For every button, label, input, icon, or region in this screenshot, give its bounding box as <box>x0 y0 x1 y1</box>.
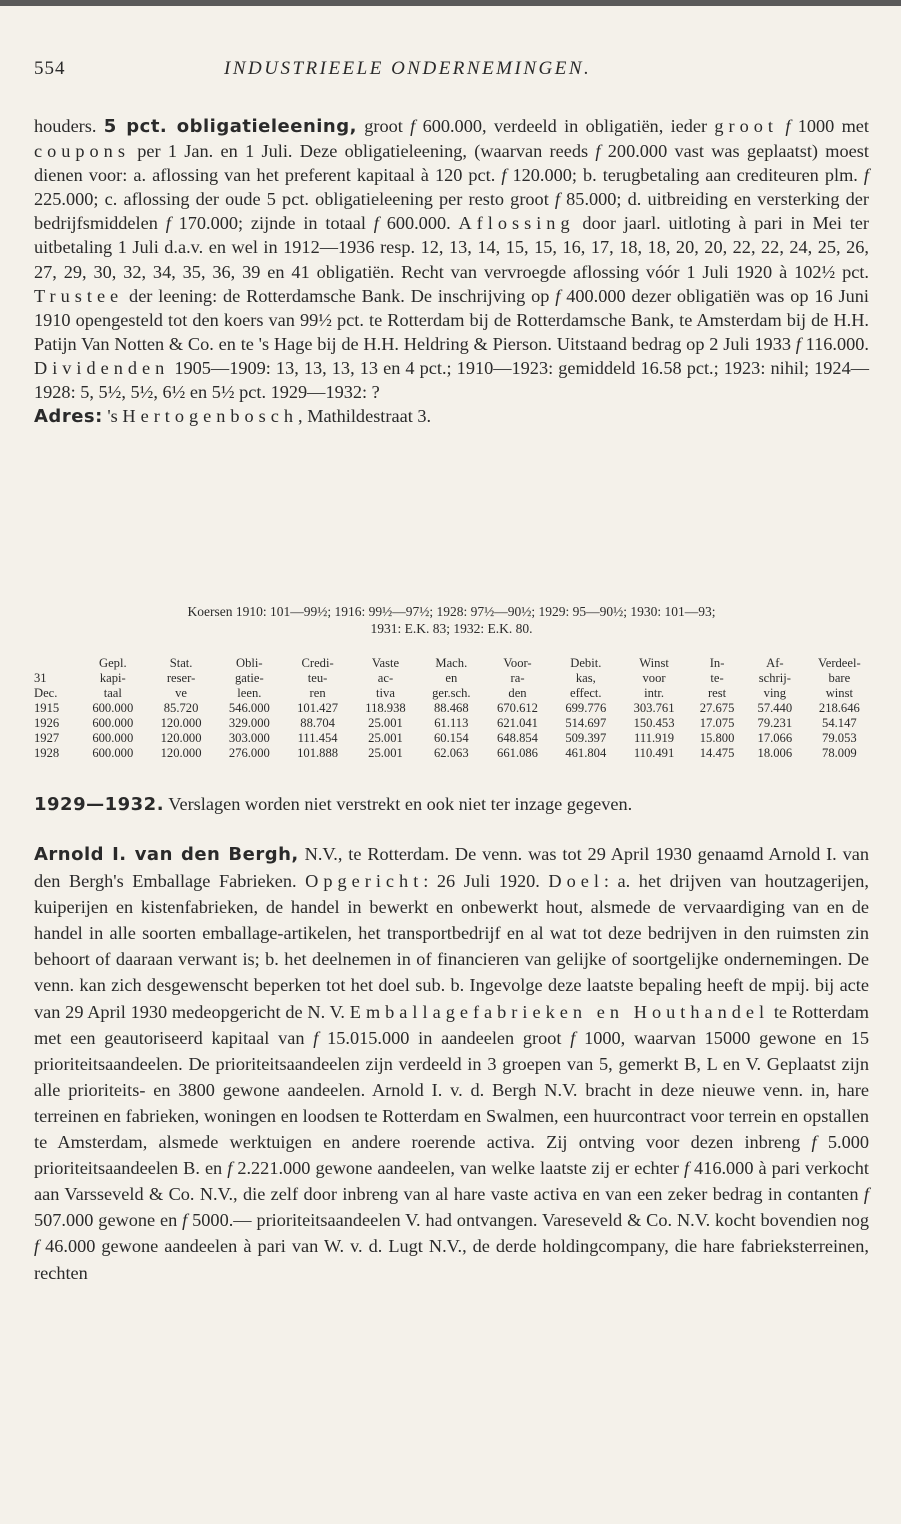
table-header-cell: kapi- <box>99 671 126 685</box>
table-cell: 60.154 <box>433 731 469 745</box>
table-cell: 150.453 <box>633 716 675 730</box>
table-header-cell: Af- <box>766 656 784 670</box>
page-header <box>34 58 874 90</box>
koersen-line: Koersen 1910: 101—99½; 1916: 99½—97½; 1928: 97½—90½; 1929: 95—90½; 1930: 101—93; 1931: E.K. 83; 1932: E.K. 80. <box>187 604 716 636</box>
table-cell: 62.063 <box>433 746 469 760</box>
table-cell: 110.491 <box>633 746 675 760</box>
table-header-cell: effect. <box>570 686 602 700</box>
table-cell: 218.646 <box>818 701 860 715</box>
table-header-row <box>30 656 875 671</box>
table-cell: 79.053 <box>822 731 857 745</box>
table-cell: 101.427 <box>297 701 339 715</box>
label-adres: Adres: <box>34 406 103 428</box>
table-cell: 101.888 <box>297 746 339 760</box>
table-cell: 120.000 <box>160 746 202 760</box>
table-header-cell: Dec. <box>34 686 58 700</box>
table-header-cell: Verdeel- <box>818 656 861 670</box>
table-year-cell: 1926 <box>34 716 60 730</box>
table-header-cell: Credi- <box>301 656 334 670</box>
table-header-cell: en <box>445 671 458 685</box>
table-cell: 25.001 <box>368 716 403 730</box>
table-cell: 600.000 <box>92 731 134 745</box>
table-header-cell: 31 <box>34 671 47 685</box>
table-row <box>30 731 875 746</box>
table-cell: 621.041 <box>497 716 538 730</box>
table-cell: 88.704 <box>300 716 335 730</box>
table-year-cell: 1927 <box>34 731 60 745</box>
table-cell: 118.938 <box>365 701 406 715</box>
table-year-cell: 1928 <box>34 746 60 760</box>
table-cell: 17.075 <box>699 716 735 730</box>
table-header-cell: ac- <box>377 671 394 685</box>
financial-table <box>30 656 875 761</box>
table-cell: 88.468 <box>433 701 469 715</box>
table-header-cell: ren <box>309 686 326 700</box>
table-header-cell: tiva <box>376 686 395 700</box>
table-header-cell: Voor- <box>503 656 532 670</box>
table-header-cell: taal <box>103 686 122 700</box>
table-header-cell: kas, <box>575 671 596 685</box>
table-header-cell: Obli- <box>236 656 263 670</box>
table-cell: 546.000 <box>228 701 270 715</box>
paragraph-obligatieleening: houders. 5 pct. obligatieleening, groot f 600.000, verdeeld in obligatiën, ieder groot f 1000 met coupons per 1 Jan. en 1 Juli. Deze obligatieleening, (waarvan reeds f 200.000 vast was geplaatst) moest dienen voor: a. aflossing van het preferent kapitaal à 120 pct. f 120.000; b. terugbetaling aan crediteuren plm. f 225.000; c. aflossing der oude 5 pct. obligatieleening per resto groot f 85.000; d. uitbreiding en versterking der bedrijfsmiddelen f 170.000; zijnde in totaal f 600.000. Aflossing door jaarl. uitloting à pari in Mei ter uitbetaling 1 Juli d.a.v. en wel in 1912—1936 resp. 12, 13, 14, 15, 15, 16, 17, 18, 18, 20, 20, 22, 22, 24, 25, 26, 27, 29, 30, 32, 34, 35, 36, 39 en 41 obligatiën. Recht van vervroegde aflossing vóór 1 Juli 1920 à 102½ pct. Trustee der leening: de Rotterdamsche Bank. De inschrijving op f 400.000 dezer obligatiën was op 16 Juni 1910 opengesteld tot den koers van 99½ pct. te Rotterdam bij de Rotterdamsche Bank, te Amsterdam bij de H.H. Patijn Van Notten & Co. en te 's Hage bij de H.H. Heldring & Pierson. Uitstaand bedrag op 2 Juli 1933 f 116.000. Dividenden 1905—1909: 13, 13, 13, 13 en 4 pct.; 1910—1923: gemiddeld 16.58 pct.; 1923: nihil; 1924—1928: 5, 5½, 5½, 6½ en 5½ pct. 1929—1932: ? Adres: 's Hertogenbosch, Mathildestraat 3. <box>34 116 870 428</box>
table-header-cell: den <box>508 686 527 700</box>
table-cell: 600.000 <box>92 701 134 715</box>
table-row <box>30 701 875 716</box>
table-header-cell: schrij- <box>758 671 791 685</box>
table-header-cell: Gepl. <box>98 656 127 670</box>
table-header-cell: bare <box>828 671 851 685</box>
table-header-cell: winst <box>825 686 853 700</box>
table-cell: 25.001 <box>368 731 403 745</box>
table-cell: 15.800 <box>699 731 735 745</box>
table-header-cell: rest <box>707 686 727 700</box>
table-header-cell: Winst <box>639 656 669 670</box>
table-cell: 461.804 <box>565 746 607 760</box>
table-cell: 61.113 <box>434 716 469 730</box>
table-year-cell: 1915 <box>34 701 60 715</box>
table-cell: 18.006 <box>757 746 793 760</box>
table-cell: 78.009 <box>822 746 857 760</box>
table-cell: 111.454 <box>297 731 338 745</box>
table-cell: 25.001 <box>368 746 403 760</box>
heading-arnold-van-den-bergh: Arnold I. van den Bergh, <box>34 844 299 865</box>
table-cell: 27.675 <box>699 701 735 715</box>
table-header-cell: leen. <box>237 686 262 700</box>
table-cell: 120.000 <box>160 716 202 730</box>
table-header-cell: Debit. <box>570 656 602 670</box>
table-cell: 648.854 <box>497 731 538 745</box>
table-header-cell: te- <box>710 671 724 685</box>
table-header-cell: ger.sch. <box>432 686 471 700</box>
table-header-cell: Vaste <box>371 656 400 670</box>
table-cell: 79.231 <box>757 716 793 730</box>
table-header-cell: reser- <box>166 671 196 685</box>
table-cell: 303.000 <box>228 731 270 745</box>
paragraph-arnold-van-den-bergh: Arnold I. van den Bergh, N.V., te Rotterdam. De venn. was tot 29 April 1930 genaamd Arnold I. van den Bergh's Emballage Fabrieken. Opgericht: 26 Juli 1920. Doel: a. het drijven van houtzagerijen, kuiperijen en kistenfabrieken, de handel in bewerkt en onbewerkt hout, alsmede de vervaardiging van en de handel in alle soorten emballage-artikelen, het transportbedrijf en al wat tot deze bedrijven in den ruimsten zin behoort of daaraan verwant is; b. het deelnemen in of financieren van gelijke of soortgelijke ondernemingen. De venn. kan zich desgewenscht beperken tot het doel sub. b. Ingevolge deze laatste bepaling heeft de mpij. bij acte van 29 April 1930 medeopgericht de N. V. Emballagefabrieken en Houthandel te Rotterdam met een geautoriseerd kapitaal van f 15.015.000 in aandeelen groot f 1000, waarvan 15000 gewone en 15 prioriteitsaandeelen. De prioriteitsaandeelen zijn verdeeld in 3 groepen van 5, gemerkt B, L en V. Geplaatst zijn alle prioriteits- en 3800 gewone aandeelen. Arnold I. v. d. Bergh N.V. bracht in deze nieuwe venn. in, hare terreinen en fabrieken, woningen en loodsen te Rotterdam en Swalmen, een huurcontract voor terrein en opstallen te Amsterdam, alsmede werktuigen en andere roerende activa. Zij ontving voor dezen inbreng f 5.000 prioriteitsaandeelen B. en f 2.221.000 gewone aandeelen, van welke laatste zij er echter f 416.000 à pari verkocht aan Varsseveld & Co. N.V., die zelf door inbreng van al hare vaste activa en van een zeker bedrag in contanten f 507.000 gewone en f 5000.— prioriteitsaandeelen V. had ontvangen. Vareseveld & Co. N.V. kocht bovendien nog f 46.000 gewone aandeelen à pari van W. v. d. Lugt N.V., de derde holdingcompany, die hare fabrieksterreinen, rechten <box>34 844 870 1283</box>
table-header-cell: In- <box>709 656 725 670</box>
table-cell: 600.000 <box>92 746 134 760</box>
table-row <box>30 746 875 761</box>
heading-obligatieleening: 5 pct. obligatieleening, <box>103 116 357 137</box>
table-cell: 14.475 <box>699 746 735 760</box>
table-header-row <box>30 686 875 701</box>
table-cell: 303.761 <box>633 701 675 715</box>
table-header-row <box>30 671 875 686</box>
table-header-cell: voor <box>642 671 666 685</box>
table-cell: 600.000 <box>92 716 134 730</box>
table-cell: 514.697 <box>565 716 607 730</box>
table-cell: 111.919 <box>634 731 675 745</box>
table-header-cell: ra- <box>510 671 525 685</box>
table-cell: 670.612 <box>497 701 538 715</box>
table-cell: 699.776 <box>565 701 607 715</box>
table-cell: 57.440 <box>757 701 793 715</box>
table-cell: 509.397 <box>565 731 607 745</box>
table-header-cell: Mach. <box>435 656 468 670</box>
table-row <box>30 716 875 731</box>
table-header-cell: intr. <box>644 686 665 700</box>
table-header-cell <box>30 656 79 671</box>
table-cell: 276.000 <box>228 746 270 760</box>
table-cell: 17.066 <box>757 731 793 745</box>
paragraph-verslagen: 1929—1932. Verslagen worden niet verstrekt en ook niet ter inzage gegeven. <box>34 794 633 815</box>
table-cell: 85.720 <box>163 701 199 715</box>
running-title: INDUSTRIEELE ONDERNEMINGEN. <box>224 58 592 79</box>
table-header-cell: ve <box>175 686 188 700</box>
page-number: 554 <box>34 58 66 79</box>
heading-1929-1932: 1929—1932. <box>34 794 165 815</box>
table-cell: 54.147 <box>822 716 857 730</box>
table-cell: 120.000 <box>160 731 202 745</box>
table-header-cell: teu- <box>307 671 328 685</box>
top-border-line <box>0 0 901 6</box>
table-cell: 661.086 <box>497 746 538 760</box>
table-header-cell: gatie- <box>235 671 264 685</box>
table-cell: 329.000 <box>228 716 270 730</box>
table-header-cell: Stat. <box>169 656 193 670</box>
table-header-cell: ving <box>763 686 787 700</box>
